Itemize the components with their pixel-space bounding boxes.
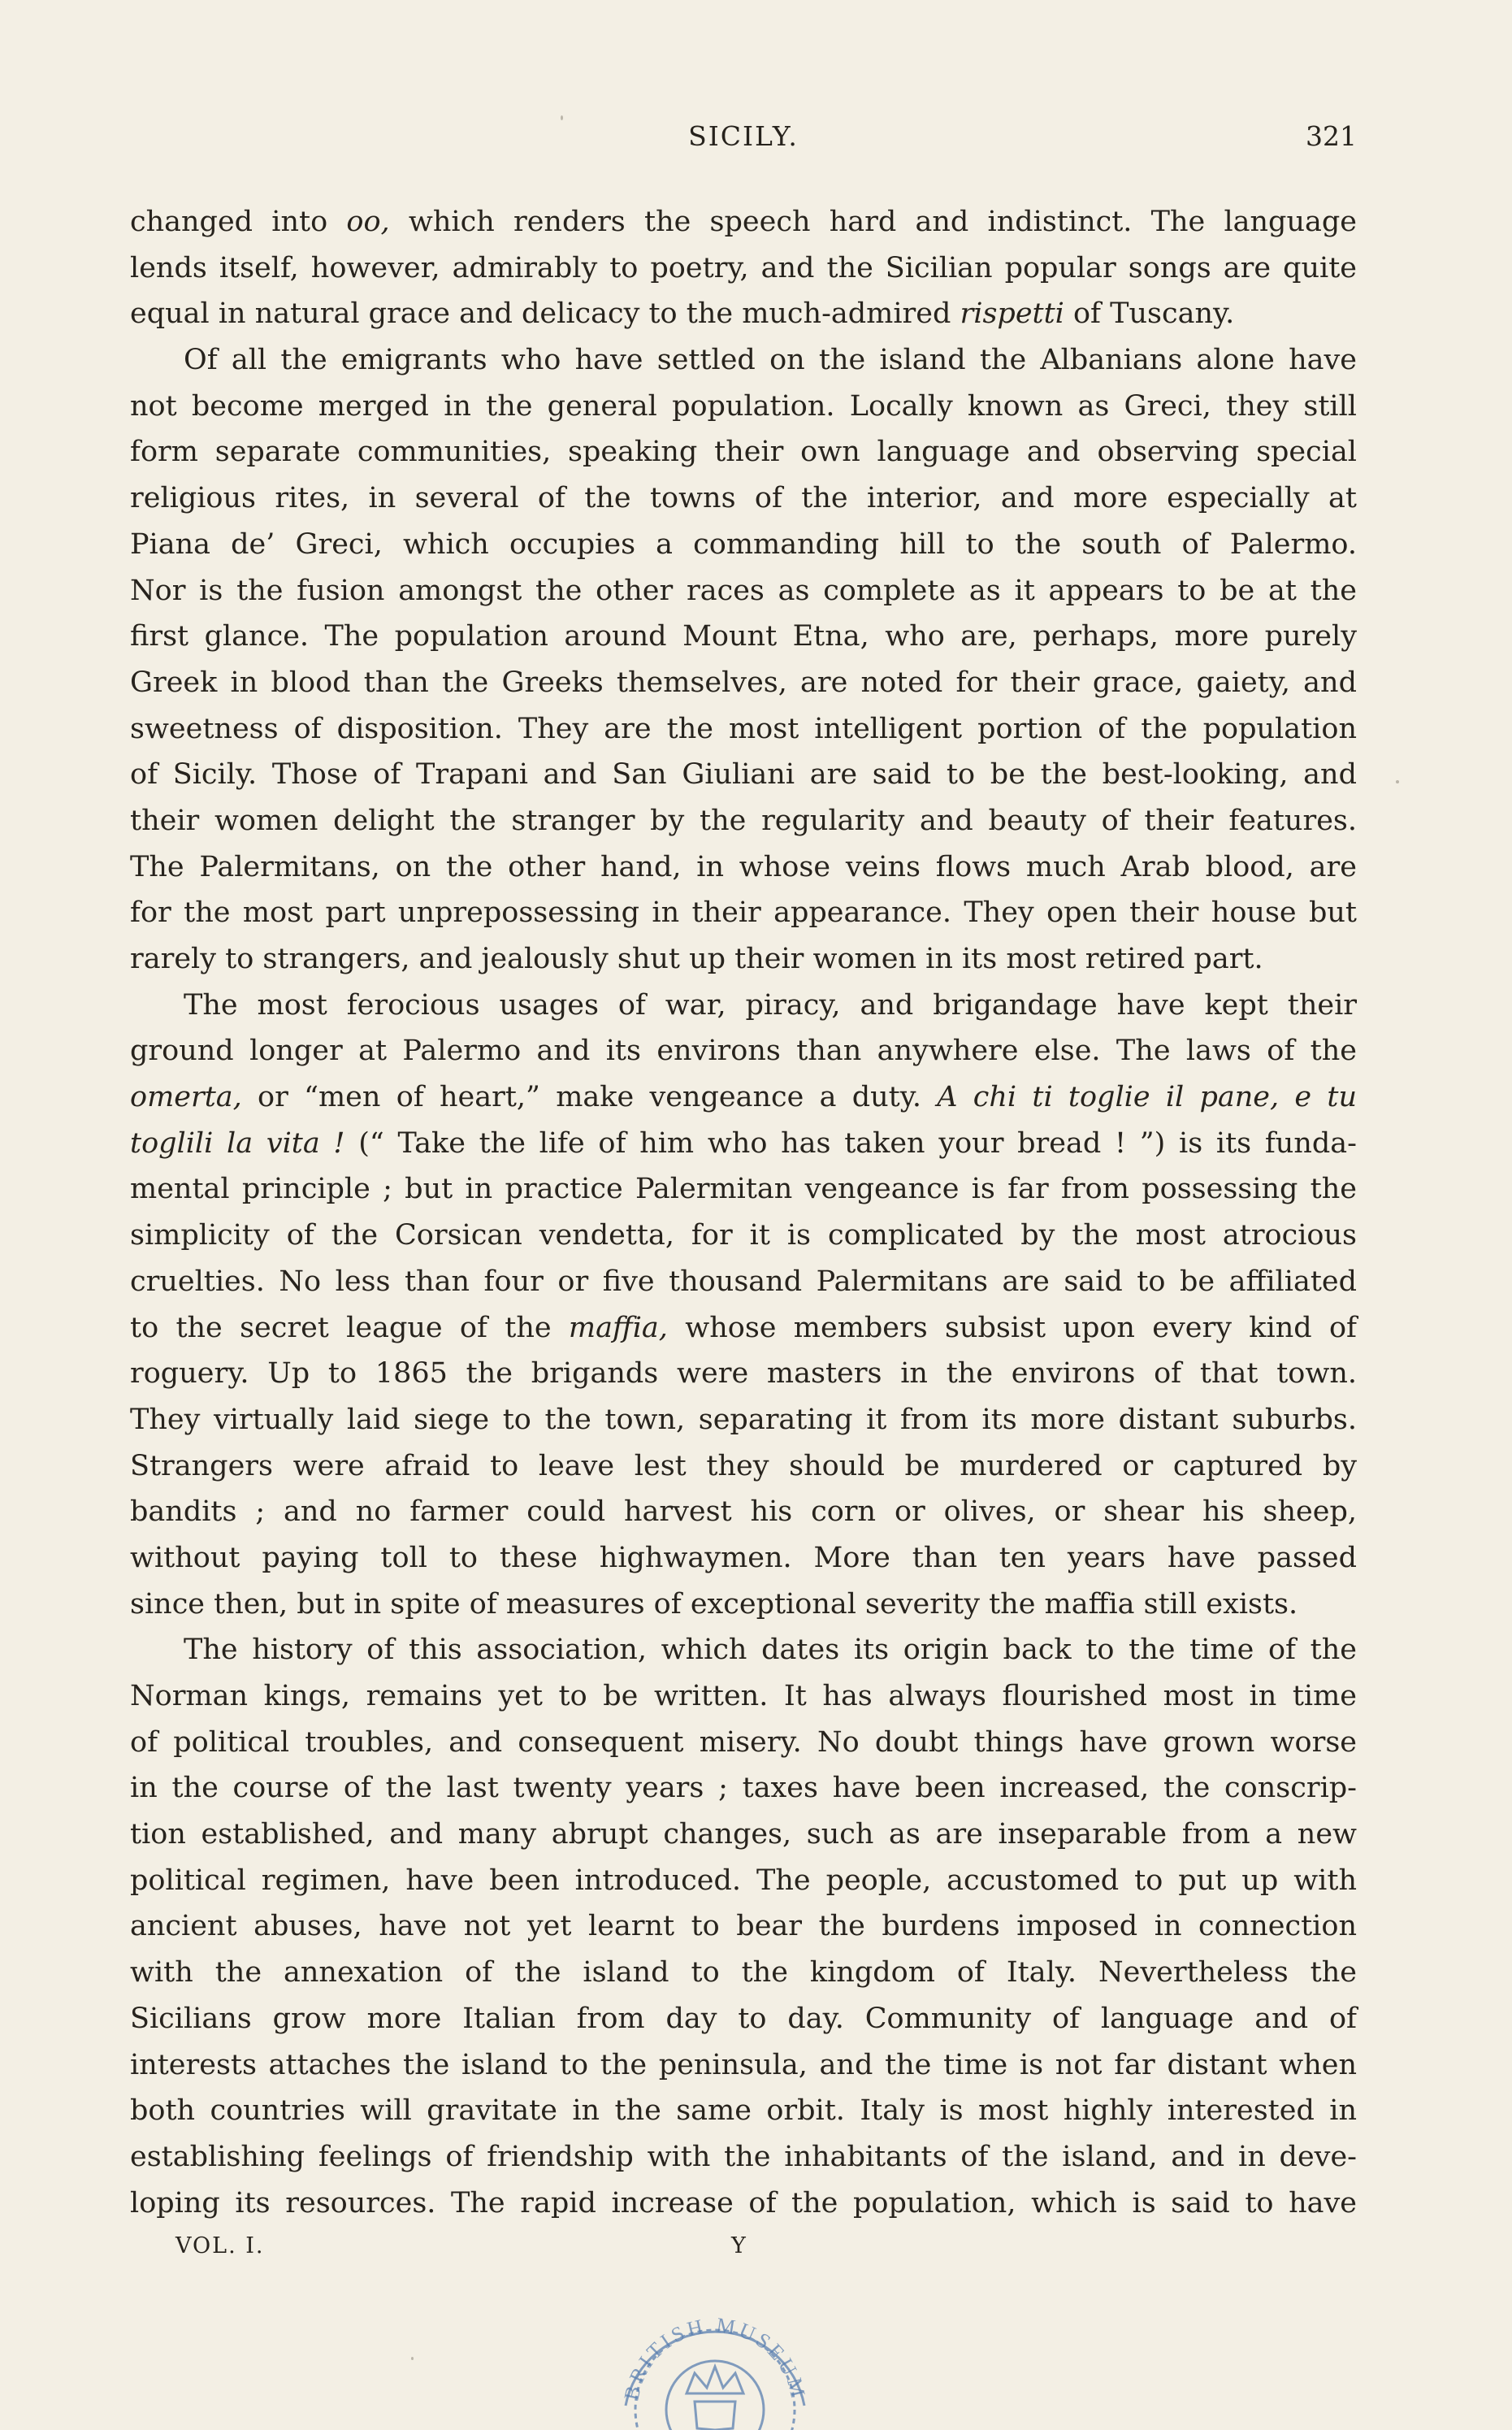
text-run: or “men of heart,” make vengeance a duty. <box>241 1081 938 1114</box>
text-line <box>130 1305 1357 1352</box>
text-line <box>130 1166 1357 1213</box>
text-run: rarely to strangers, and jealously shut up their women in its most retired part. <box>130 943 1263 975</box>
text-run: ancient abuses, have not yet learnt to bear the burdens imposed in connection <box>130 1910 1357 1943</box>
text-run: both countries will gravitate in the same orbit. Italy is most highly interested in <box>130 2094 1357 2128</box>
text-line <box>130 844 1357 891</box>
text-line <box>130 660 1357 706</box>
text-line <box>130 1443 1357 1490</box>
text-line <box>130 798 1357 844</box>
italic-text: omerta, <box>130 1081 242 1114</box>
text-line <box>130 1259 1357 1305</box>
text-line <box>130 1627 1357 1673</box>
text-line <box>130 1489 1357 1535</box>
text-run: tion established, and many abrupt changes, such as are inseparable from a new <box>130 1818 1357 1851</box>
text-run: sweetness of disposition. They are the most intelligent portion of the population <box>130 712 1357 745</box>
text-run: with the annexation of the island to the kingdom of Italy. Nevertheless the <box>130 1956 1357 1990</box>
text-line <box>130 1812 1357 1858</box>
text-line <box>130 1903 1357 1950</box>
text-run: The history of this association, which dates its origin back to the time of the <box>184 1634 1357 1667</box>
text-line <box>130 291 1357 337</box>
text-line <box>130 1397 1357 1443</box>
text-run: which renders the speech hard and indistinct. The language <box>389 206 1357 238</box>
text-line <box>130 1351 1357 1397</box>
text-line <box>130 245 1357 292</box>
library-stamp <box>593 2243 837 2430</box>
text-line <box>130 2134 1357 2180</box>
paper-speck <box>1396 780 1399 783</box>
text-run: of Tuscany. <box>1064 297 1235 331</box>
text-line <box>130 1535 1357 1582</box>
text-line <box>130 475 1357 522</box>
italic-text: toglili la vita ! <box>130 1126 345 1160</box>
text-run: whose members subsist upon every kind of <box>667 1311 1357 1344</box>
text-run: The most ferocious usages of war, piracy, and brigandage have kept their <box>184 988 1357 1022</box>
text-run: roguery. Up to 1865 the brigands were masters in the environs of that town. <box>130 1357 1357 1391</box>
text-line <box>130 199 1357 245</box>
text-line <box>130 1950 1357 1996</box>
signature-letter: Y <box>731 2233 746 2259</box>
text-line <box>130 429 1357 475</box>
text-run: They virtually laid siege to the town, separating it from its more distant suburbs. <box>130 1403 1357 1436</box>
text-run: of political troubles, and consequent misery. No doubt things have grown worse <box>130 1725 1357 1759</box>
text-run: bandits ; and no farmer could harvest his corn or olives, or shear his sheep, <box>130 1495 1357 1529</box>
text-run: political regimen, have been introduced. The people, accustomed to put up with <box>130 1864 1357 1897</box>
text-run: lends itself, however, admirably to poetry, and the Sicilian popular songs are quite <box>130 251 1357 284</box>
text-run: Norman kings, remains yet to be written. It has always flourished most in time <box>130 1680 1357 1712</box>
text-run: cruelties. No less than four or five thousand Palermitans are said to be affiliated <box>130 1265 1357 1298</box>
text-run: to the secret league of the <box>130 1311 569 1344</box>
text-line <box>130 1028 1357 1074</box>
text-line <box>130 384 1357 430</box>
text-line <box>130 1858 1357 1904</box>
text-line <box>130 936 1357 983</box>
svg-text:BRITISH MUSEUM: BRITISH MUSEUM <box>619 2313 811 2403</box>
text-run: Nor is the fusion amongst the other races as complete as it appears to be at the <box>130 574 1357 607</box>
italic-text: maffia, <box>568 1311 668 1344</box>
text-line <box>130 1765 1357 1812</box>
text-line <box>130 890 1357 936</box>
text-run: equal in natural grace and delicacy to the much-admired <box>130 297 960 331</box>
text-line <box>130 337 1357 384</box>
text-run: interests attaches the island to the peninsula, and the time is not far distant when <box>130 2048 1357 2081</box>
text-run: for the most part unprepossessing in their appearance. They open their house but <box>130 896 1357 930</box>
text-run: simplicity of the Corsican vendetta, for it is complicated by the most atrocious <box>130 1219 1357 1252</box>
text-run: Strangers were afraid to leave lest they should be murdered or captured by <box>130 1449 1357 1482</box>
text-line <box>130 522 1357 568</box>
running-title: SICILY. <box>688 120 799 152</box>
text-line <box>130 2088 1357 2134</box>
text-run: Sicilians grow more Italian from day to day. Community of language and of <box>130 2002 1357 2035</box>
text-run: form separate communities, speaking their own language and observing special <box>130 436 1357 469</box>
text-run: since then, but in spite of measures of exceptional severity the maffia still exists. <box>130 1587 1298 1621</box>
text-line <box>130 983 1357 1029</box>
text-line <box>130 2180 1357 2227</box>
text-run: without paying toll to these highwaymen. More than ten years have passed <box>130 1541 1357 1574</box>
text-line <box>130 1720 1357 1766</box>
text-run: their women delight the stranger by the regularity and beauty of their features. <box>130 804 1357 837</box>
signature-volume: VOL. I. <box>175 2233 265 2259</box>
text-run: first glance. The population around Mount Etna, who are, perhaps, more purely <box>130 620 1357 653</box>
paper-speck <box>411 2357 414 2360</box>
text-run: in the course of the last twenty years ; taxes have been increased, the conscrip- <box>130 1772 1357 1805</box>
text-run: (“ Take the life of him who has taken your bread ! ”) is its funda- <box>344 1126 1357 1160</box>
italic-text: rispetti <box>960 297 1064 331</box>
text-line <box>130 1213 1357 1259</box>
text-run: ground longer at Palermo and its environs than anywhere else. The laws of the <box>130 1035 1357 1068</box>
text-line <box>130 1074 1357 1121</box>
body-text <box>130 199 1357 2226</box>
text-line <box>130 752 1357 798</box>
text-run: establishing feelings of friendship with the inhabitants of the island, and in deve- <box>130 2140 1357 2173</box>
text-run: religious rites, in several of the towns of the interior, and more especially at <box>130 482 1357 515</box>
text-run: Piana de’ Greci, which occupies a commanding hill to the south of Palermo. <box>130 527 1357 561</box>
italic-text: A chi ti toglie il pane, e tu <box>937 1081 1357 1114</box>
text-line <box>130 706 1357 753</box>
text-line <box>130 614 1357 660</box>
paper-speck <box>561 115 563 120</box>
text-run: loping its resources. The rapid increase of the population, which is said to have <box>130 2186 1357 2220</box>
text-line <box>130 1996 1357 2042</box>
text-run: Of all the emigrants who have settled on the island the Albanians alone have <box>184 344 1357 377</box>
text-line <box>130 2042 1357 2089</box>
text-run: The Palermitans, on the other hand, in whose veins flows much Arab blood, are <box>130 850 1357 883</box>
running-head <box>130 120 1357 161</box>
italic-text: oo, <box>346 206 390 238</box>
text-run: Greek in blood than the Greeks themselves, are noted for their grace, gaiety, and <box>130 666 1357 699</box>
text-run: not become merged in the general population. Locally known as Greci, they still <box>130 389 1357 423</box>
page-number: 321 <box>1306 120 1357 152</box>
text-line <box>130 568 1357 614</box>
text-line <box>130 1121 1357 1167</box>
text-run: changed into <box>130 206 347 238</box>
text-run: mental principle ; but in practice Palermitan vengeance is far from possessing the <box>130 1173 1357 1206</box>
text-run: of Sicily. Those of Trapani and San Giuliani are said to be the best-looking, and <box>130 758 1357 792</box>
text-line <box>130 1582 1357 1628</box>
text-line <box>130 1673 1357 1720</box>
